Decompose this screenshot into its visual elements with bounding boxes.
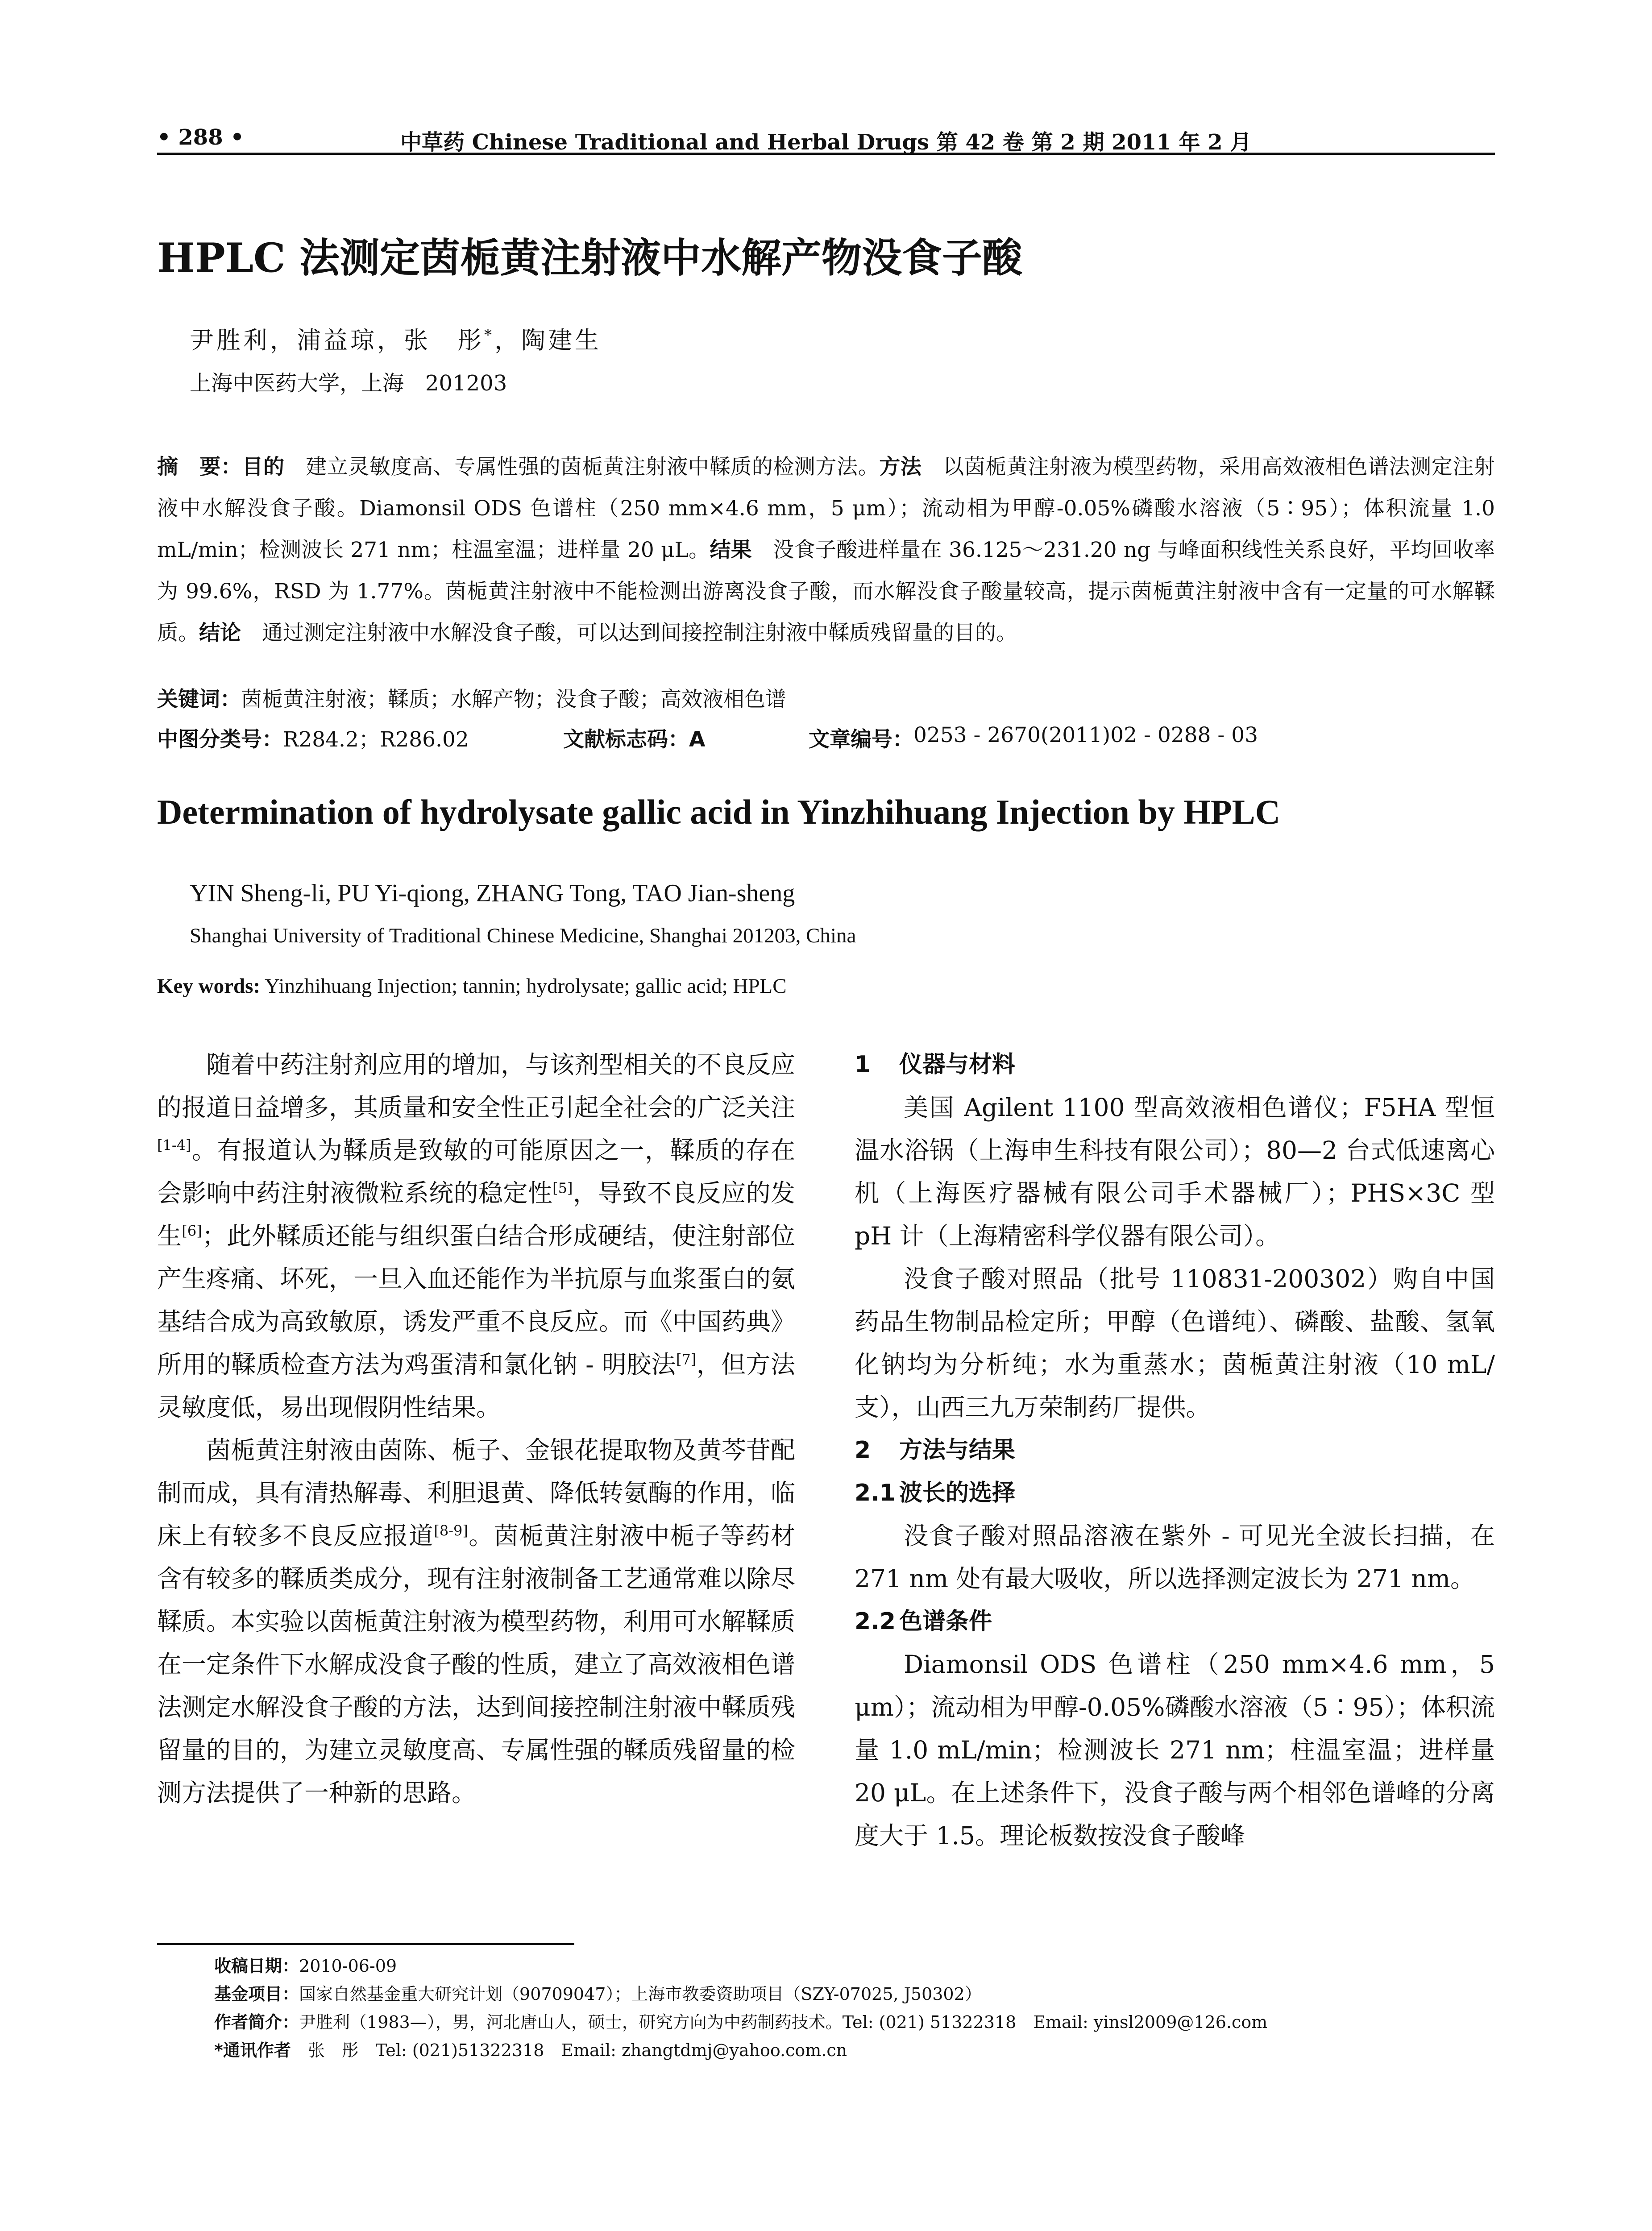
section-heading-2-2 bbox=[855, 1600, 1495, 1643]
section-title: 波长的选择 bbox=[899, 1480, 1016, 1506]
section-number: 2 bbox=[855, 1437, 871, 1464]
p1-text-d: ；此外鞣质还能与组织蛋白结合形成硬结，使注射部位产生疼痛、坏死，一旦入血还能作为半抗原与血浆蛋白的氨基结合成为高致敏原，诱发严重不良反应。而《中国药典》所用的鞣质检查方法为鸡蛋清和氯化钠 - 明胶法 bbox=[157, 1222, 796, 1379]
footnotes bbox=[214, 1952, 1267, 2065]
wavelength-paragraph: 没食子酸对照品溶液在紫外 - 可见光全波长扫描，在 271 nm 处有最大吸收，所以选择测定波长为 271 nm。 bbox=[855, 1522, 1495, 1593]
result-text: 没食子酸进样量在 36.125～231.20 ng 与峰面积线性关系良好，平均回收率为 99.6%，RSD 为 1.77%。茵栀黄注射液中不能检测出游离没食子酸，而水解没食子酸量较高，提示茵栀黄注射液中含有一定量的可水解鞣质。 bbox=[157, 538, 1495, 645]
keywords-en-label: Key words: bbox=[157, 975, 261, 998]
body-right-column bbox=[855, 1043, 1495, 1857]
article-value: 0253 - 2670(2011)02 - 0288 - 03 bbox=[913, 723, 1258, 747]
article-label: 文章编号： bbox=[809, 727, 913, 752]
method-label: 方法 bbox=[879, 455, 922, 479]
funding bbox=[214, 1980, 1267, 2008]
doc-value: A bbox=[689, 727, 706, 752]
article-number bbox=[809, 723, 1258, 753]
received-value: 2010-06-09 bbox=[299, 1956, 397, 1976]
header-rule bbox=[157, 153, 1495, 155]
citation: [8-9] bbox=[434, 1522, 468, 1539]
section-number: 1 bbox=[855, 1051, 871, 1078]
materials-paragraph: 没食子酸对照品（批号 110831-200302）购自中国药品生物制品检定所；甲醇（色谱纯）、磷酸、盐酸、氢氧化钠均为分析纯；水为重蒸水；茵栀黄注射液（10 mL/支），山西三九万荣制药厂提供。 bbox=[855, 1265, 1495, 1422]
title-english: Determination of hydrolysate gallic acid in Yinzhihuang Injection by HPLC bbox=[157, 792, 1281, 831]
bio-value: 尹胜利（1983—），男，河北唐山人，硕士，研究方向为中药制药技术。Tel: (021) 51322318 Email: yinsl2009@126.com bbox=[299, 2012, 1268, 2032]
abstract-chinese bbox=[157, 446, 1495, 654]
p1-text-c: ，导致不良反应的发生 bbox=[157, 1179, 795, 1250]
authors-cn-after: ，陶建生 bbox=[494, 326, 602, 354]
conclusion-text: 通过测定注射液中水解没食子酸，可以达到间接控制注射液中鞣质残留量的目的。 bbox=[241, 621, 1017, 645]
citation: [6] bbox=[182, 1222, 202, 1240]
abstract-label: 摘 要： bbox=[157, 455, 242, 479]
body-left-column bbox=[157, 1043, 795, 1814]
section-number: 2.1 bbox=[855, 1480, 896, 1506]
citation: [1-4] bbox=[157, 1136, 191, 1154]
clc-value: R284.2；R286.02 bbox=[283, 727, 469, 752]
citation: [5] bbox=[552, 1179, 573, 1197]
affiliation-chinese: 上海中医药大学，上海 201203 bbox=[190, 371, 507, 396]
authors-cn-before: 尹胜利，浦益琼，张 彤 bbox=[190, 326, 484, 354]
document-code bbox=[563, 723, 705, 753]
p1-text-b: 。有报道认为鞣质是致敏的可能原因之一，鞣质的存在会影响中药注射液微粒系统的稳定性 bbox=[157, 1136, 795, 1207]
method-text: 以茵栀黄注射液为模型药物，采用高效液相色谱法测定注射液中水解没食子酸。Diamonsil ODS 色谱柱（250 mm×4.6 mm，5 μm）；流动相为甲醇-0.05%磷酸水溶液（5∶95）；体积流量 1.0 mL/min；检测波长 271 nm；柱温室温；进样量 20 μL。 bbox=[157, 455, 1495, 562]
result-label: 结果 bbox=[710, 538, 752, 562]
title-chinese: HPLC 法测定茵栀黄注射液中水解产物没食子酸 bbox=[157, 234, 1022, 282]
objective-text: 建立灵敏度高、专属性强的茵栀黄注射液中鞣质的检测方法。 bbox=[284, 455, 880, 479]
keywords-english bbox=[157, 974, 787, 998]
footnote-rule bbox=[157, 1943, 574, 1945]
bio-label: 作者简介： bbox=[214, 2012, 299, 2032]
instruments-paragraph: 美国 Agilent 1100 型高效液相色谱仪；F5HA 型恒温水浴锅（上海申生科技有限公司）；80—2 台式低速离心机（上海医疗器械有限公司手术器械厂）；PHS×3C 型 pH 计（上海精密科学仪器有限公司）。 bbox=[855, 1093, 1495, 1250]
clc-label: 中图分类号： bbox=[157, 727, 283, 752]
p1-text-e: ，但方法灵敏度低，易出现假阴性结果。 bbox=[157, 1350, 795, 1422]
journal-info: 中草药 Chinese Traditional and Herbal Drugs 第 42 卷 第 2 期 2011 年 2 月 bbox=[400, 130, 1252, 155]
section-heading-1 bbox=[855, 1043, 1495, 1086]
keywords-text: 茵栀黄注射液；鞣质；水解产物；没食子酸；高效液相色谱 bbox=[241, 687, 786, 712]
p1-text-a: 随着中药注射剂应用的增加，与该剂型相关的不良反应的报道日益增多，其质量和安全性正引起全社会的广泛关注 bbox=[157, 1050, 796, 1122]
intro-paragraph-1 bbox=[157, 1043, 795, 1429]
classification-line bbox=[157, 723, 1495, 754]
clc-code bbox=[157, 723, 469, 753]
objective-label: 目的 bbox=[242, 455, 285, 479]
p2-text-a: 茵栀黄注射液由茵陈、栀子、金银花提取物及黄芩苷配制而成，具有清热解毒、利胆退黄、降低转氨酶的作用，临床上有较多不良反应报道 bbox=[157, 1436, 796, 1550]
keywords-en-text: Yinzhihuang Injection; tannin; hydrolysate; gallic acid; HPLC bbox=[260, 975, 787, 998]
authors-chinese bbox=[190, 321, 602, 356]
keywords-label: 关键词： bbox=[157, 687, 241, 712]
chromatography-paragraph: Diamonsil ODS 色谱柱（250 mm×4.6 mm，5 μm）；流动相为甲醇-0.05%磷酸水溶液（5∶95）；体积流量 1.0 mL/min；检测波长 271 nm；柱温室温；进样量 20 μL。在上述条件下，没食子酸与两个相邻色谱峰的分离度大于 1.5。理论板数按没食子酸峰 bbox=[855, 1650, 1495, 1850]
section-title: 方法与结果 bbox=[899, 1437, 1016, 1464]
corresponding-author bbox=[214, 2036, 1267, 2065]
keywords-chinese bbox=[157, 683, 786, 713]
doc-label: 文献标志码： bbox=[563, 727, 689, 752]
corr-label: *通讯作者 bbox=[214, 2040, 291, 2060]
fund-label: 基金项目： bbox=[214, 1984, 299, 2004]
page-number: • 288 • bbox=[157, 125, 244, 150]
fund-value: 国家自然基金重大研究计划（90709047）；上海市教委资助项目（SZY-07025, J50302） bbox=[299, 1984, 982, 2004]
affiliation-english: Shanghai University of Traditional Chinese Medicine, Shanghai 201203, China bbox=[190, 924, 856, 947]
received-date bbox=[214, 1952, 1267, 1980]
intro-paragraph-2 bbox=[157, 1429, 795, 1814]
citation: [7] bbox=[676, 1351, 697, 1368]
corr-value: 张 彤 Tel: (021)51322318 Email: zhangtdmj@yahoo.com.cn bbox=[291, 2040, 847, 2060]
section-number: 2.2 bbox=[855, 1608, 896, 1635]
conclusion-label: 结论 bbox=[199, 621, 241, 645]
section-heading-2-1 bbox=[855, 1472, 1495, 1514]
authors-english: YIN Sheng-li, PU Yi-qiong, ZHANG Tong, TAO Jian-sheng bbox=[190, 879, 795, 907]
section-heading-2 bbox=[855, 1429, 1495, 1472]
received-label: 收稿日期： bbox=[214, 1956, 299, 1976]
section-title: 仪器与材料 bbox=[899, 1051, 1016, 1078]
corresponding-mark: * bbox=[484, 326, 494, 344]
p2-text-b: 。茵栀黄注射液中栀子等药材含有较多的鞣质类成分，现有注射液制备工艺通常难以除尽鞣质。本实验以茵栀黄注射液为模型药物，利用可水解鞣质在一定条件下水解成没食子酸的性质，建立了高效液相色谱法测定水解没食子酸的方法，达到间接控制注射液中鞣质残留量的目的，为建立灵敏度高、专属性强的鞣质残留量的检测方法提供了一种新的思路。 bbox=[157, 1522, 796, 1807]
section-title: 色谱条件 bbox=[899, 1608, 992, 1635]
author-bio bbox=[214, 2008, 1267, 2036]
